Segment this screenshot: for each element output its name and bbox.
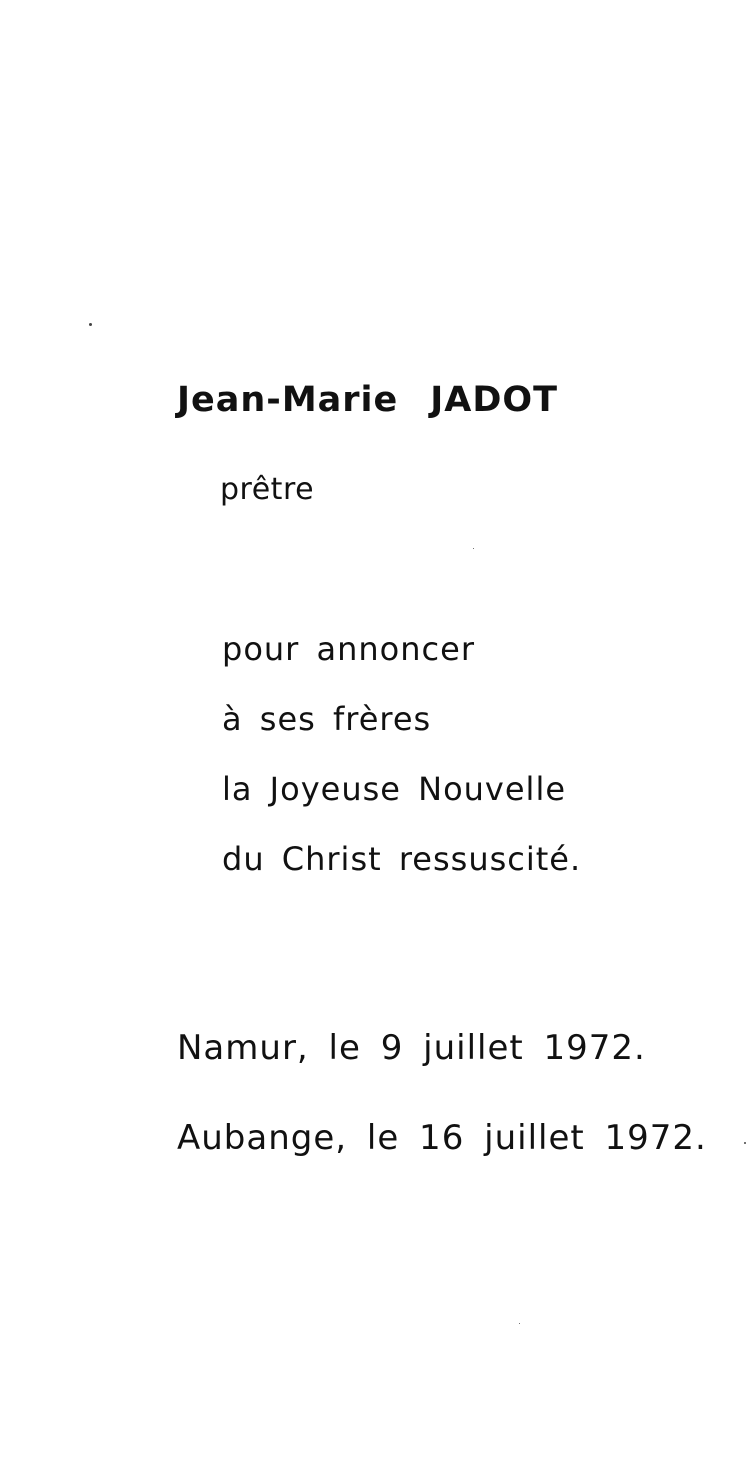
first-name: Jean-Marie	[177, 380, 399, 420]
last-name: JADOT	[430, 380, 559, 420]
scan-speck	[744, 1142, 746, 1144]
person-title: prêtre	[220, 472, 315, 507]
date-line-namur: Namur, le 9 juillet 1972.	[177, 1028, 646, 1068]
verse-line: pour annoncer	[222, 630, 475, 668]
scan-speck	[519, 1323, 520, 1324]
date-line-aubange: Aubange, le 16 juillet 1972.	[177, 1118, 707, 1158]
scan-speck	[89, 323, 92, 326]
person-name	[177, 380, 558, 420]
verse-line: à ses frères	[222, 700, 432, 738]
verse-line: la Joyeuse Nouvelle	[222, 770, 567, 808]
scan-speck	[473, 548, 474, 549]
verse-line: du Christ ressuscité.	[222, 840, 582, 878]
